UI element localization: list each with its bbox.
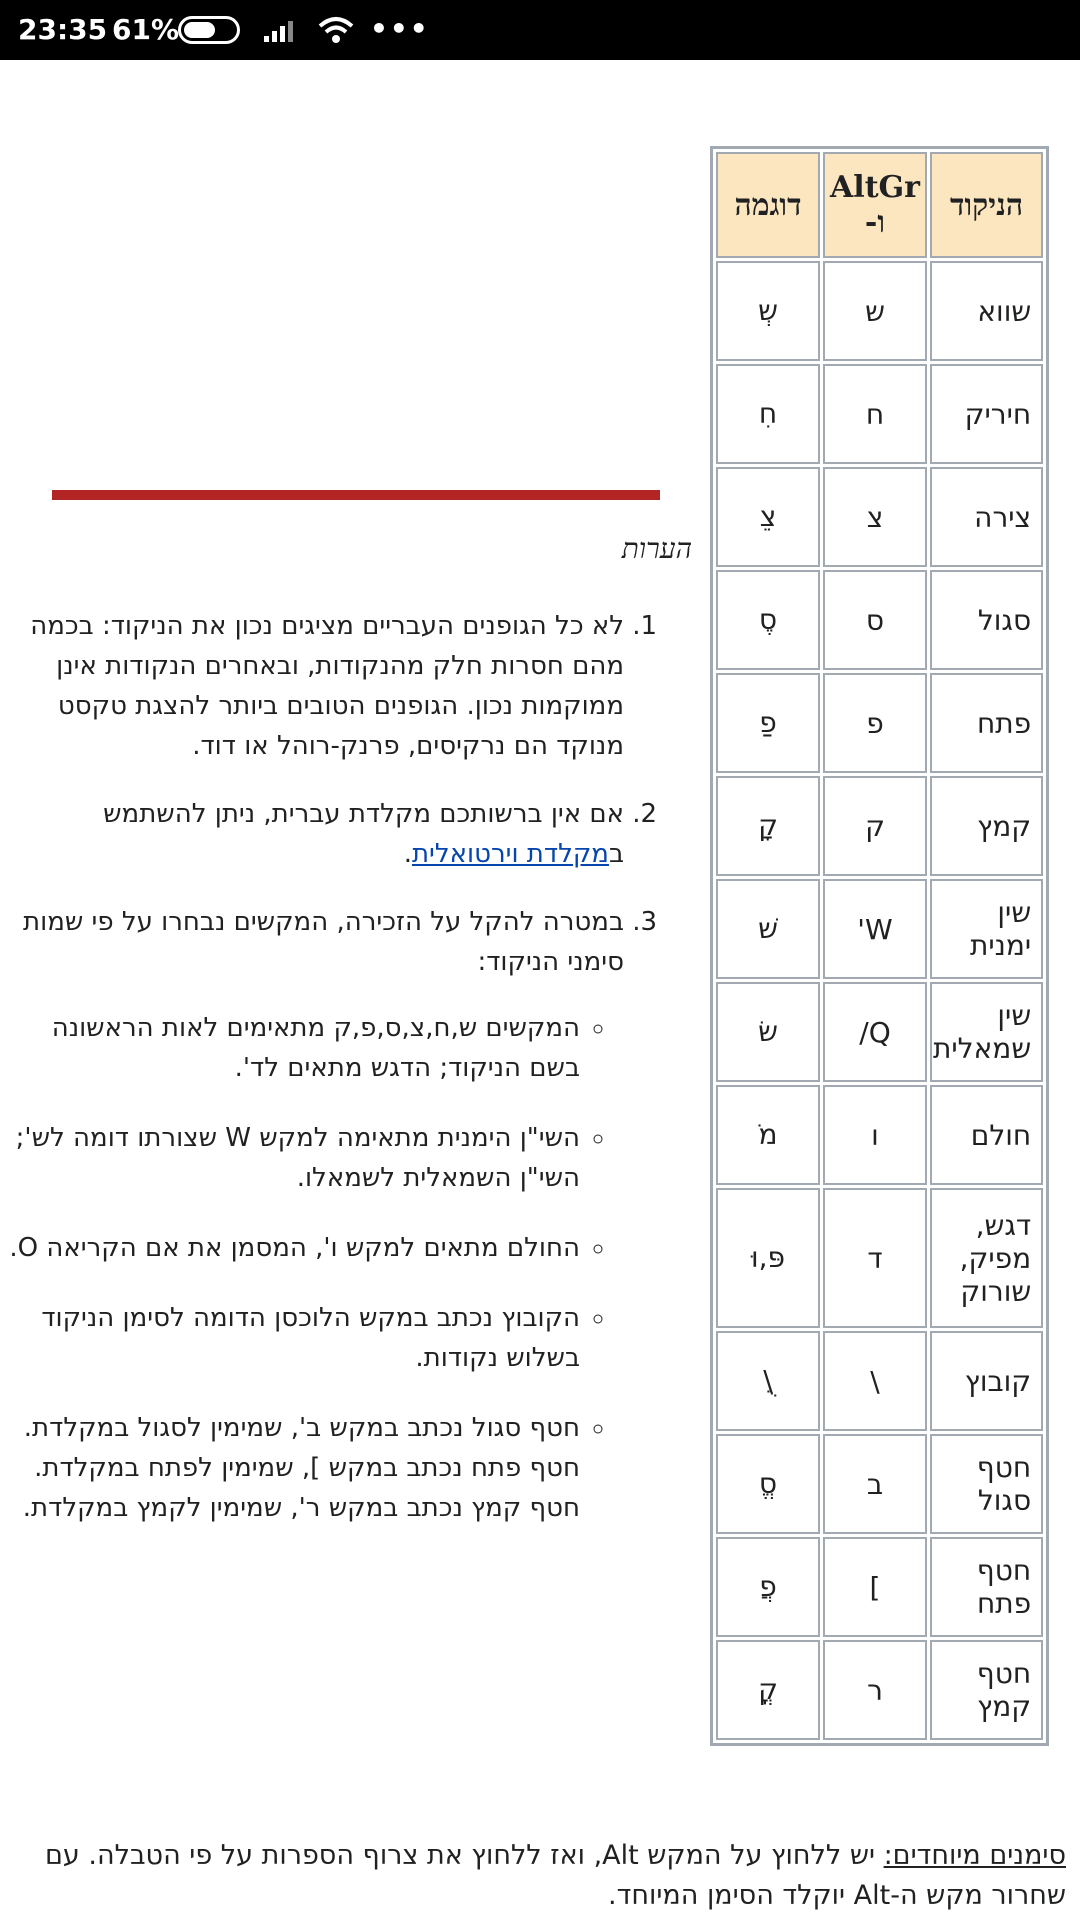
row-name: חולם bbox=[930, 1085, 1043, 1185]
table-row bbox=[716, 1188, 1043, 1328]
row-name: קמץ bbox=[930, 776, 1043, 876]
mnemonic-list bbox=[0, 1008, 624, 1528]
note-text: במטרה להקל על הזכירה, המקשים נבחרו על פי שמות סימני הניקוד: bbox=[23, 907, 624, 977]
table-header-row bbox=[716, 152, 1043, 258]
table-row bbox=[716, 364, 1043, 464]
table-row bbox=[716, 1537, 1043, 1637]
list-item: ◦ השי"ן הימנית מתאימה למקש W שצורתו דומה לש'; השי"ן השמאלית לשמאלו. bbox=[0, 1118, 580, 1198]
row-name: דגש, מפיק, שורוק bbox=[930, 1188, 1043, 1328]
battery-percent: 61% bbox=[112, 13, 180, 46]
row-key: \ bbox=[823, 1331, 927, 1431]
wifi-icon bbox=[316, 14, 356, 46]
section-divider bbox=[52, 490, 660, 500]
row-name: צירה bbox=[930, 467, 1043, 567]
row-key: ] bbox=[823, 1537, 927, 1637]
row-example: \ֻ bbox=[716, 1331, 820, 1431]
row-example: שְ bbox=[716, 261, 820, 361]
row-example: חִ bbox=[716, 364, 820, 464]
note-text: לא כל הגופנים העבריים מציגים נכון את הניקוד: בכמה מהם חסרות חלק מהנקודות, ובאחרים הנקודות אינן ממוקמות נכון. הגופנים הטובים ביותר להצגת טקסט מנוקד הם נרקיסים, פרנק-רוהל או דוד. bbox=[30, 611, 624, 761]
notes-list bbox=[0, 606, 672, 1558]
row-example: פֲ bbox=[716, 1537, 820, 1637]
hataf-patah-note: חטף פתח נכתב במקש ], שמימין לפתח במקלדת. bbox=[34, 1453, 580, 1483]
row-example: שׂ bbox=[716, 982, 820, 1082]
table-row bbox=[716, 673, 1043, 773]
note-item bbox=[0, 902, 624, 1528]
table-row bbox=[716, 1085, 1043, 1185]
more-notifications-icon: ••• bbox=[370, 12, 430, 45]
list-item bbox=[0, 1408, 580, 1528]
note-text: אם אין ברשותכם מקלדת עברית, ניתן להשתמש ב bbox=[103, 799, 624, 869]
table-row bbox=[716, 1434, 1043, 1534]
table-row bbox=[716, 467, 1043, 567]
row-name: שין ימנית bbox=[930, 879, 1043, 979]
list-item: ◦ המקשים ש,ח,צ,ס,פ,ק מתאימים לאות הראשונה בשם הניקוד; הדגש מתאים לד'. bbox=[0, 1008, 580, 1088]
table-row bbox=[716, 776, 1043, 876]
table-row bbox=[716, 982, 1043, 1082]
row-name: חיריק bbox=[930, 364, 1043, 464]
row-key: ב bbox=[823, 1434, 927, 1534]
row-key: ק bbox=[823, 776, 927, 876]
note-item bbox=[0, 794, 624, 874]
status-time: 23:35 bbox=[18, 13, 108, 46]
row-key: ר bbox=[823, 1640, 927, 1740]
special-label: סימנים מיוחדים: bbox=[883, 1840, 1066, 1871]
list-item: ◦ הקובוץ נכתב במקש הלוכסן הדומה לסימן הניקוד בשלוש נקודות. bbox=[0, 1298, 580, 1378]
row-example: פּ,וּ bbox=[716, 1188, 820, 1328]
row-key: Q/ bbox=[823, 982, 927, 1082]
hataf-segol-note: ◦ חטף סגול נכתב במקש ב', שמימין לסגול במקלדת. bbox=[23, 1413, 580, 1443]
row-key: צ bbox=[823, 467, 927, 567]
row-key: ח bbox=[823, 364, 927, 464]
special-characters-paragraph bbox=[12, 1836, 1066, 1916]
table-row bbox=[716, 1331, 1043, 1431]
row-example: שׁ bbox=[716, 879, 820, 979]
note-text: . bbox=[403, 839, 412, 869]
row-example: צֵ bbox=[716, 467, 820, 567]
row-name: סגול bbox=[930, 570, 1043, 670]
table-row bbox=[716, 1640, 1043, 1740]
table-row bbox=[716, 261, 1043, 361]
virtual-keyboard-link[interactable]: מקלדת וירטואלית bbox=[411, 839, 609, 869]
row-key: W' bbox=[823, 879, 927, 979]
status-bar bbox=[0, 0, 1080, 60]
row-example: מֹ bbox=[716, 1085, 820, 1185]
row-key: ו bbox=[823, 1085, 927, 1185]
row-name: חטף קמץ bbox=[930, 1640, 1043, 1740]
row-name: חטף סגול bbox=[930, 1434, 1043, 1534]
table-row bbox=[716, 570, 1043, 670]
row-example: קָ bbox=[716, 776, 820, 876]
header-key: AltGr ו- bbox=[823, 152, 927, 258]
signal-icon bbox=[262, 18, 302, 44]
row-example: סֶ bbox=[716, 570, 820, 670]
row-key: פ bbox=[823, 673, 927, 773]
hataf-kamatz-note: חטף קמץ נכתב במקש ר', שמימין לקמץ במקלדת. bbox=[22, 1493, 580, 1523]
battery-icon bbox=[178, 16, 240, 44]
row-key: ש bbox=[823, 261, 927, 361]
note-item bbox=[0, 606, 624, 766]
row-example: קֳ bbox=[716, 1640, 820, 1740]
header-nikud: הניקוד bbox=[930, 152, 1043, 258]
table-row bbox=[716, 879, 1043, 979]
nikud-table bbox=[710, 146, 1049, 1746]
header-example: דוגמה bbox=[716, 152, 820, 258]
battery-level-fill bbox=[184, 22, 215, 38]
row-name: שווא bbox=[930, 261, 1043, 361]
row-name: פתח bbox=[930, 673, 1043, 773]
row-key: ס bbox=[823, 570, 927, 670]
row-example: סֱ bbox=[716, 1434, 820, 1534]
row-name: שין שמאלית bbox=[930, 982, 1043, 1082]
row-name: חטף פתח bbox=[930, 1537, 1043, 1637]
row-example: פַ bbox=[716, 673, 820, 773]
special-text: יש ללחוץ על המקש Alt, ואז ללחוץ את צרוף הספרות על פי הטבלה. עם שחרור מקש ה-Alt יוקלד הסימן המיוחד. bbox=[44, 1840, 1066, 1911]
list-item: ◦ החולם מתאים למקש ו', המסמן את אם הקריאה O. bbox=[0, 1228, 580, 1268]
notes-heading: הערות bbox=[621, 532, 692, 565]
row-key: ד bbox=[823, 1188, 927, 1328]
row-name: קובוץ bbox=[930, 1331, 1043, 1431]
